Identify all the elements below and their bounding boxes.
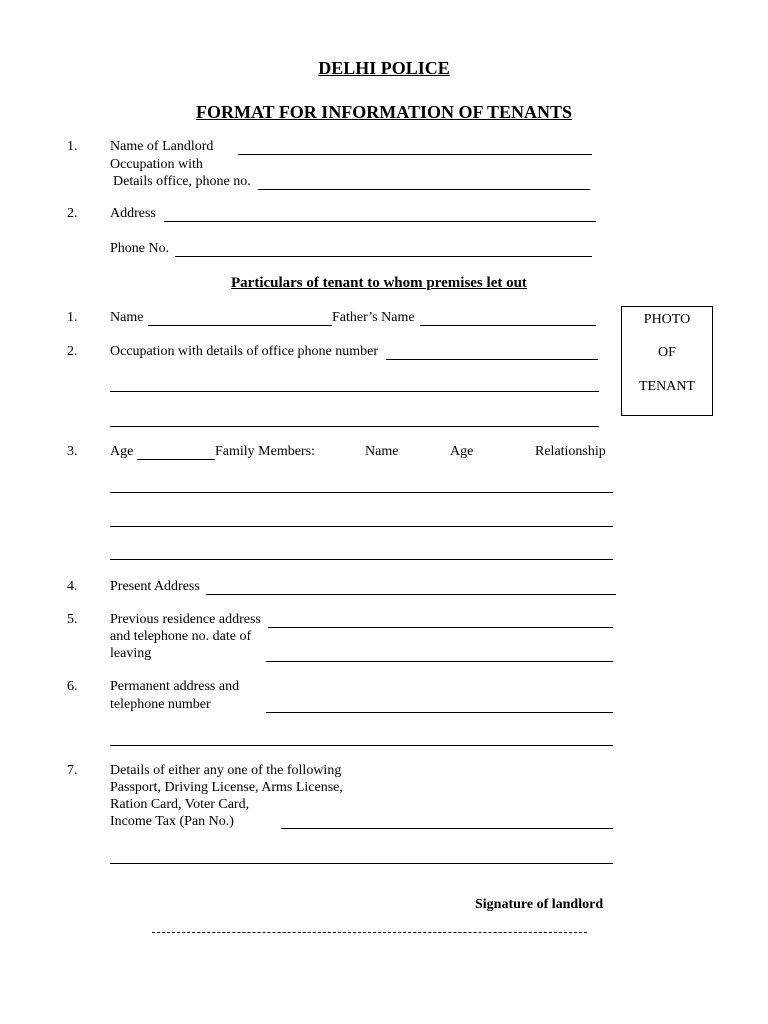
id-details-label: Income Tax (Pan No.) — [110, 814, 234, 829]
family-members-label: Family Members: — [215, 444, 315, 459]
previous-address-field[interactable] — [268, 627, 613, 628]
family-member-row[interactable] — [110, 492, 613, 493]
photo-label: TENANT — [639, 379, 695, 394]
id-details-field[interactable] — [281, 828, 613, 829]
permanent-address-label: Permanent address and — [110, 679, 240, 694]
item-number: 7. — [67, 763, 78, 778]
item-number: 4. — [67, 579, 78, 594]
tenant-photo-box — [621, 306, 713, 416]
id-details-field[interactable] — [110, 863, 613, 864]
tenant-occupation-field[interactable] — [110, 426, 599, 427]
tenant-section-heading: Particulars of tenant to whom premises let out — [231, 275, 527, 291]
item-number: 6. — [67, 679, 78, 694]
landlord-address-field[interactable] — [164, 221, 596, 222]
item-number: 3. — [67, 444, 78, 459]
tenant-occupation-field[interactable] — [110, 391, 599, 392]
tenant-age-label: Age — [110, 444, 134, 459]
previous-address-field[interactable] — [266, 661, 613, 662]
family-member-row[interactable] — [110, 526, 613, 527]
tenant-name-label: Name — [110, 310, 144, 325]
family-col-name: Name — [365, 444, 399, 459]
id-details-label: Passport, Driving License, Arms License, — [110, 780, 343, 795]
present-address-label: Present Address — [110, 579, 200, 594]
item-number: 5. — [67, 612, 78, 627]
present-address-field[interactable] — [206, 594, 616, 595]
item-number: 1. — [67, 139, 78, 154]
item-number: 2. — [67, 344, 78, 359]
tenant-age-field[interactable] — [137, 459, 215, 460]
family-col-relationship: Relationship — [535, 444, 606, 459]
tenant-occupation-label: Occupation with details of office phone number — [110, 344, 378, 359]
id-details-label: Ration Card, Voter Card, — [110, 797, 250, 812]
form-subtitle: FORMAT FOR INFORMATION OF TENANTS — [195, 102, 572, 122]
tenant-father-label: Father’s Name — [332, 310, 415, 325]
form-title: DELHI POLICE — [318, 58, 450, 78]
photo-label: OF — [658, 345, 676, 360]
cut-line-divider — [152, 932, 587, 933]
permanent-address-field[interactable] — [110, 745, 613, 746]
landlord-occupation-label: Occupation with — [110, 157, 203, 172]
photo-label: PHOTO — [643, 312, 691, 327]
tenant-father-field[interactable] — [420, 325, 596, 326]
previous-address-label: and telephone no. date of — [110, 629, 252, 644]
previous-address-label: leaving — [110, 646, 152, 661]
tenant-occupation-field[interactable] — [386, 359, 598, 360]
landlord-address-label: Address — [110, 206, 156, 221]
landlord-details-field[interactable] — [258, 189, 590, 190]
landlord-details-label: Details office, phone no. — [113, 174, 251, 189]
landlord-name-field[interactable] — [238, 154, 592, 155]
landlord-signature-label: Signature of landlord — [475, 897, 604, 912]
landlord-name-label: Name of Landlord — [110, 139, 214, 154]
item-number: 2. — [67, 206, 78, 221]
family-col-age: Age — [450, 444, 474, 459]
previous-address-label: Previous residence address — [110, 612, 261, 627]
id-details-label: Details of either any one of the following — [110, 763, 342, 778]
item-number: 1. — [67, 310, 78, 325]
permanent-address-label: telephone number — [110, 697, 211, 712]
tenant-name-field[interactable] — [148, 325, 332, 326]
landlord-phone-field[interactable] — [175, 256, 592, 257]
family-member-row[interactable] — [110, 559, 613, 560]
permanent-address-field[interactable] — [266, 712, 613, 713]
landlord-phone-label: Phone No. — [110, 241, 170, 256]
